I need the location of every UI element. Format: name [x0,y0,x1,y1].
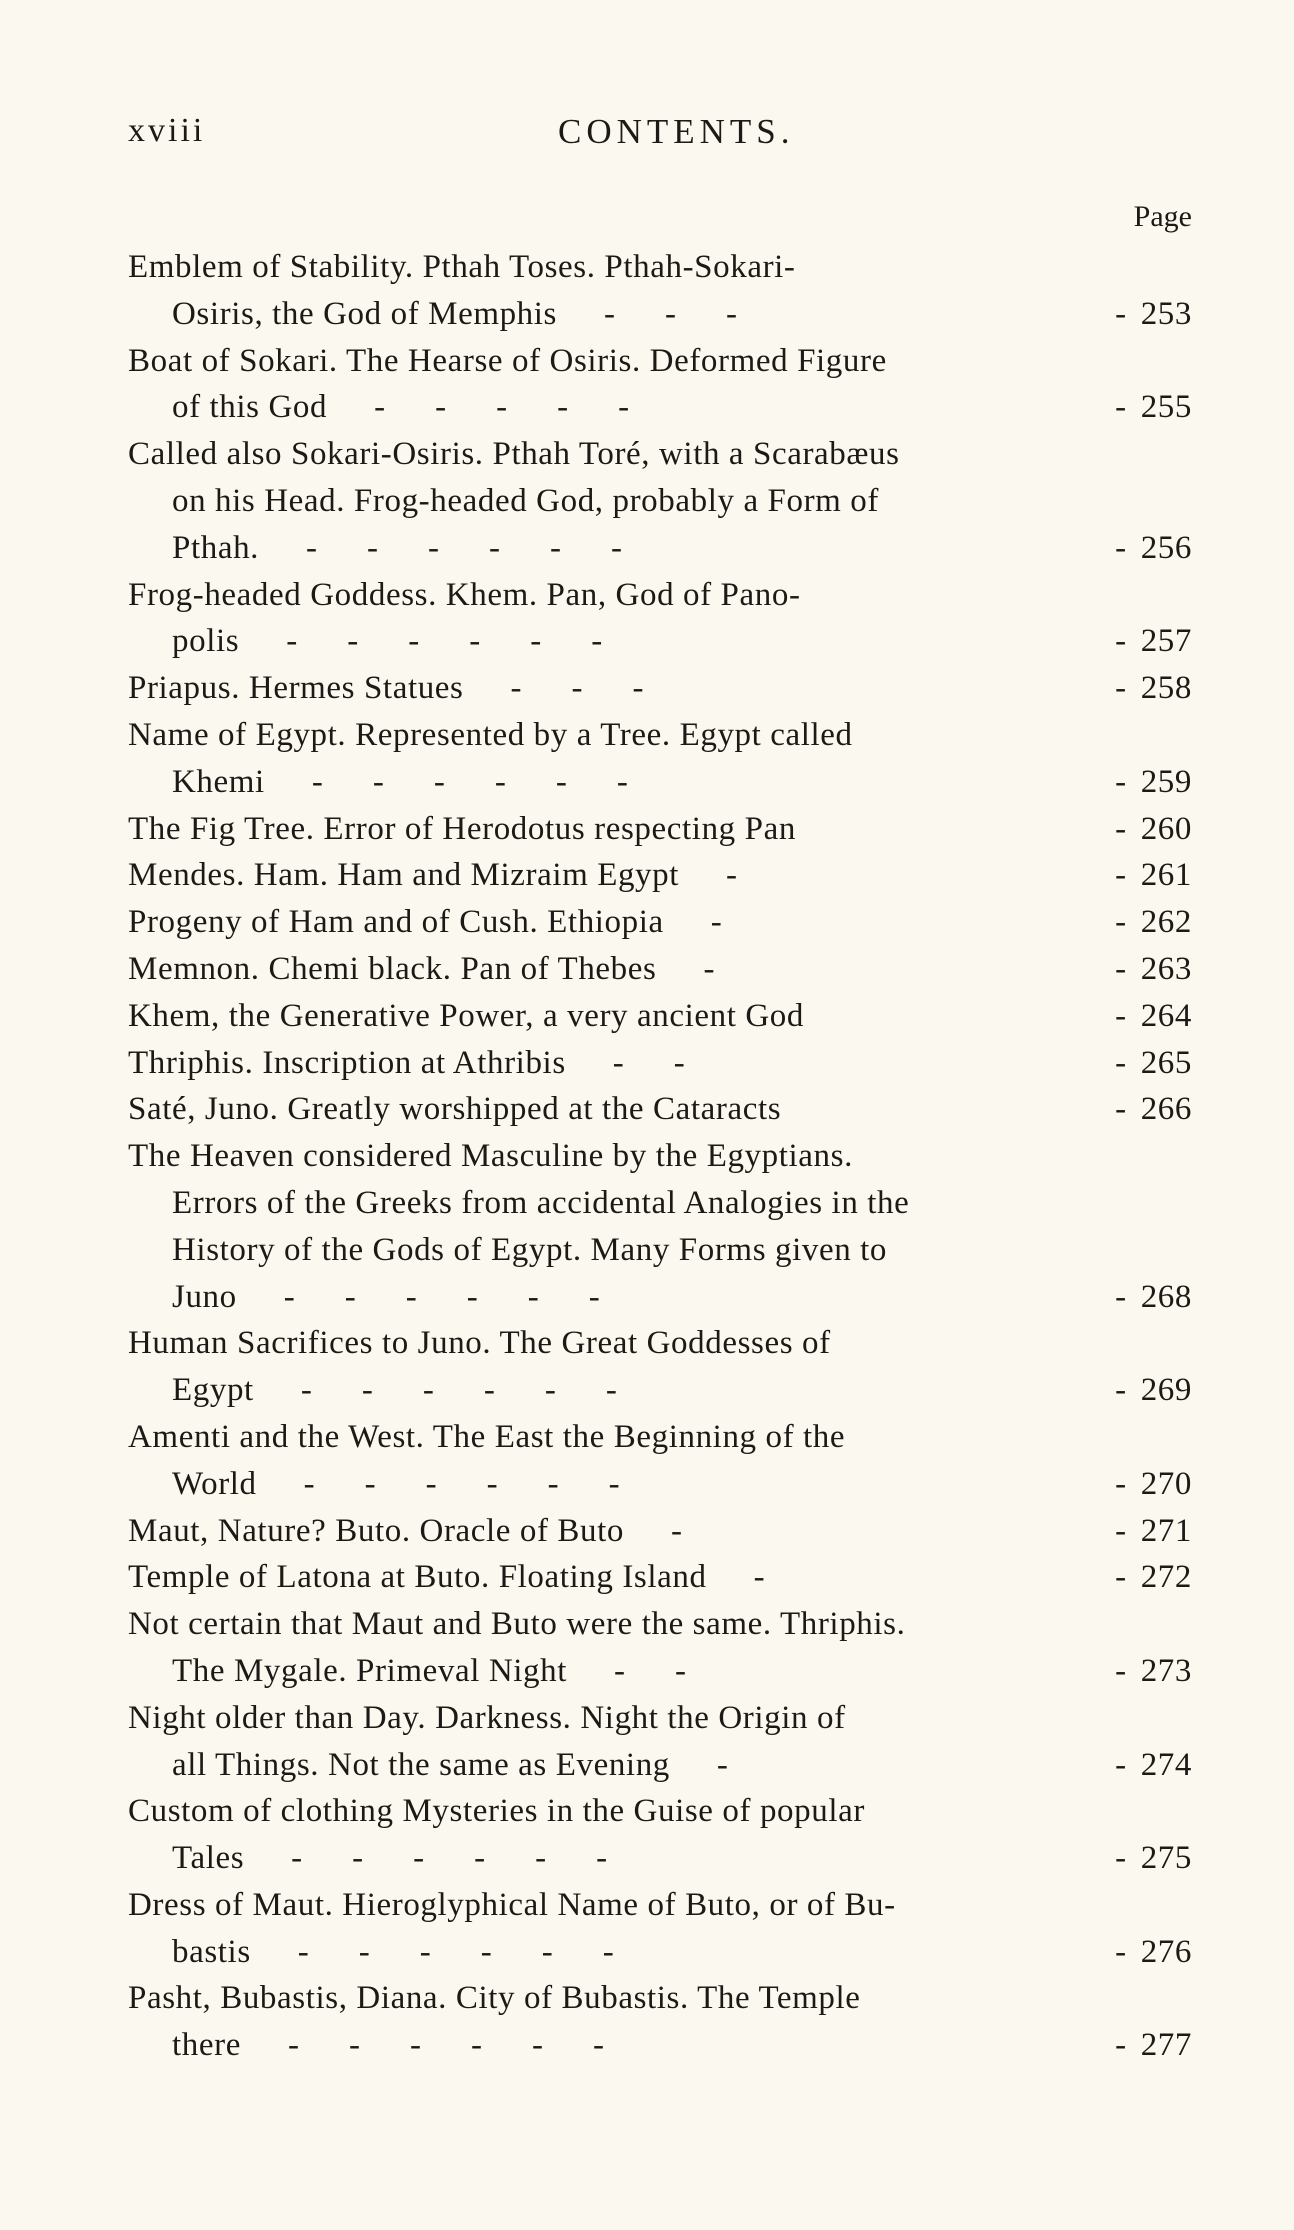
entry-text: all Things. Not the same as Evening [172,1746,670,1783]
page-number: - 270 [1115,1465,1192,1502]
dash-leader: - - - - - - [300,1372,617,1409]
entry-text: Juno [172,1278,237,1315]
folio-number: xviii [128,112,206,149]
dash-leader: - - - - - - [311,763,628,800]
page-number: - 266 [1115,1091,1192,1128]
contents-entry [128,1601,1192,1695]
page-number: - 272 [1115,1559,1192,1596]
entry-text: Progeny of Ham and of Cush. Ethiopia [128,904,664,941]
entry-text: Called also Sokari-Osiris. Pthah Toré, with a Scarabæus [128,436,900,473]
entry-line [128,1835,1192,1882]
page-number: - 256 [1115,529,1192,566]
entry-line [128,1274,1192,1321]
contents-entry [128,1882,1192,1976]
page-number: - 274 [1115,1746,1192,1783]
entry-text: World [172,1465,257,1502]
entry-line [128,993,1192,1040]
entry-text: Pthah. [172,529,260,566]
entry-text: Maut, Nature? Buto. Oracle of Buto [128,1512,625,1549]
entry-line [128,1648,1192,1695]
dash-leader: - [726,857,738,894]
page-number: - 277 [1115,2027,1192,2064]
page-number: - 264 [1115,997,1192,1034]
contents-entry [128,993,1192,1040]
entry-line [128,759,1192,806]
entry-line [128,478,1192,525]
entry-line [128,1695,1192,1742]
entry-line [128,1086,1192,1133]
dash-leader: - - - - - - [287,2027,604,2064]
contents-entry [128,1508,1192,1555]
contents-entry [128,1788,1192,1882]
contents-entry [128,1086,1192,1133]
entry-line [128,1414,1192,1461]
entry-line [128,525,1192,572]
entry-line [128,618,1192,665]
page-number: - 255 [1115,389,1192,426]
contents-entry [128,1040,1192,1087]
dash-leader: - - - - - - [297,1933,614,1970]
entry-text: Night older than Day. Darkness. Night the Origin of [128,1699,846,1736]
entry-line [128,1742,1192,1789]
dash-leader: - - [612,1044,685,1081]
entry-line [128,244,1192,291]
entry-line [128,431,1192,478]
contents-entry [128,431,1192,571]
page-title: CONTENTS. [558,112,795,151]
entry-text: Saté, Juno. Greatly worshipped at the Cataracts [128,1091,782,1128]
entry-line [128,1554,1192,1601]
entry-line [128,338,1192,385]
entry-text: The Mygale. Primeval Night [172,1652,568,1689]
entry-line [128,946,1192,993]
page-number: - 275 [1115,1840,1192,1877]
contents-entry [128,1975,1192,2069]
contents-entry [128,1320,1192,1414]
contents-list [128,244,1192,2069]
entry-text: Not certain that Maut and Buto were the same. Thriphis. [128,1606,906,1643]
entry-line [128,1601,1192,1648]
entry-text: The Fig Tree. Error of Herodotus respecting Pan [128,810,796,847]
page-number: - 271 [1115,1512,1192,1549]
entry-line [128,291,1192,338]
entry-text: Errors of the Greeks from accidental Analogies in the [172,1184,910,1221]
page-number: - 262 [1115,904,1192,941]
entry-text: Name of Egypt. Represented by a Tree. Egypt called [128,716,853,753]
dash-leader: - - - - - - [306,529,623,566]
entry-text: Temple of Latona at Buto. Floating Island [128,1559,707,1596]
entry-text: Mendes. Ham. Ham and Mizraim Egypt [128,857,680,894]
dash-leader: - [753,1559,765,1596]
entry-text: Memnon. Chemi black. Pan of Thebes [128,950,657,987]
entry-text: polis [172,623,240,660]
page-number: - 269 [1115,1372,1192,1409]
entry-text: Khem, the Generative Power, a very ancient God [128,997,804,1034]
dash-leader: - - - - - - [286,623,603,660]
contents-entry [128,852,1192,899]
entry-text: Human Sacrifices to Juno. The Great Goddesses of [128,1325,831,1362]
entry-line [128,1180,1192,1227]
entry-line [128,1508,1192,1555]
entry-line [128,2022,1192,2069]
dash-leader: - - - - - [374,389,630,426]
contents-entry [128,1414,1192,1508]
entry-line [128,665,1192,712]
running-head [128,112,1168,162]
contents-entry [128,244,1192,338]
contents-entry [128,665,1192,712]
entry-text: of this God [172,389,328,426]
entry-text: History of the Gods of Egypt. Many Forms given to [172,1231,888,1268]
entry-text: Egypt [172,1372,254,1409]
entry-line [128,1133,1192,1180]
entry-text: Frog-headed Goddess. Khem. Pan, God of Pano- [128,576,801,613]
entry-line [128,1320,1192,1367]
entry-line [128,899,1192,946]
entry-text: Amenti and the West. The East the Beginning of the [128,1418,846,1455]
entry-text: Pasht, Bubastis, Diana. City of Bubastis. The Temple [128,1980,861,2017]
page-number: - 268 [1115,1278,1192,1315]
entry-line [128,806,1192,853]
entry-text: Osiris, the God of Memphis [172,295,557,332]
entry-line [128,572,1192,619]
contents-entry [128,1133,1192,1320]
entry-text: Dress of Maut. Hieroglyphical Name of Buto, or of Bu- [128,1886,896,1923]
contents-entry [128,712,1192,806]
entry-text: Thriphis. Inscription at Athribis [128,1044,566,1081]
page-number: - 263 [1115,950,1192,987]
contents-entry [128,1554,1192,1601]
entry-line [128,1929,1192,1976]
page-number: - 257 [1115,623,1192,660]
entry-text: Khemi [172,763,265,800]
entry-text: Priapus. Hermes Statues [128,670,464,707]
dash-leader: - - - [604,295,737,332]
page-number: - 258 [1115,670,1192,707]
entry-text: Tales [172,1840,245,1877]
entry-text: bastis [172,1933,251,1970]
dash-leader: - [710,904,722,941]
dash-leader: - - - - - - [283,1278,600,1315]
page-number: - 260 [1115,810,1192,847]
entry-line [128,1788,1192,1835]
page-column-label: Page [1133,200,1192,233]
contents-entry [128,899,1192,946]
entry-line [128,1461,1192,1508]
entry-line [128,852,1192,899]
entry-text: Boat of Sokari. The Hearse of Osiris. Deformed Figure [128,342,887,379]
page-number: - 273 [1115,1652,1192,1689]
contents-entry [128,1695,1192,1789]
dash-leader: - - - [510,670,644,707]
page-number: - 265 [1115,1044,1192,1081]
page-number: - 276 [1115,1933,1192,1970]
page-number: - 261 [1115,857,1192,894]
contents-entry [128,946,1192,993]
contents-entry [128,806,1192,853]
entry-text: Custom of clothing Mysteries in the Guise of popular [128,1793,865,1830]
dash-leader: - [716,1746,728,1783]
entry-line [128,712,1192,759]
dash-leader: - [703,950,715,987]
entry-text: on his Head. Frog-headed God, probably a Form of [172,482,879,519]
entry-text: Emblem of Stability. Pthah Toses. Pthah-Sokari- [128,249,796,285]
dash-leader: - - - - - - [291,1840,608,1877]
dash-leader: - - - - - - [303,1465,620,1502]
entry-text: there [172,2027,241,2064]
dash-leader: - [671,1512,683,1549]
dash-leader: - - [614,1652,687,1689]
entry-line [128,1367,1192,1414]
page-number: - 253 [1115,295,1192,332]
entry-line [128,1227,1192,1274]
entry-line [128,1882,1192,1929]
entry-line [128,1040,1192,1087]
entry-text: The Heaven considered Masculine by the Egyptians. [128,1138,853,1175]
contents-entry [128,572,1192,666]
entry-line [128,384,1192,431]
contents-entry [128,338,1192,432]
entry-line [128,1975,1192,2022]
page-number: - 259 [1115,763,1192,800]
